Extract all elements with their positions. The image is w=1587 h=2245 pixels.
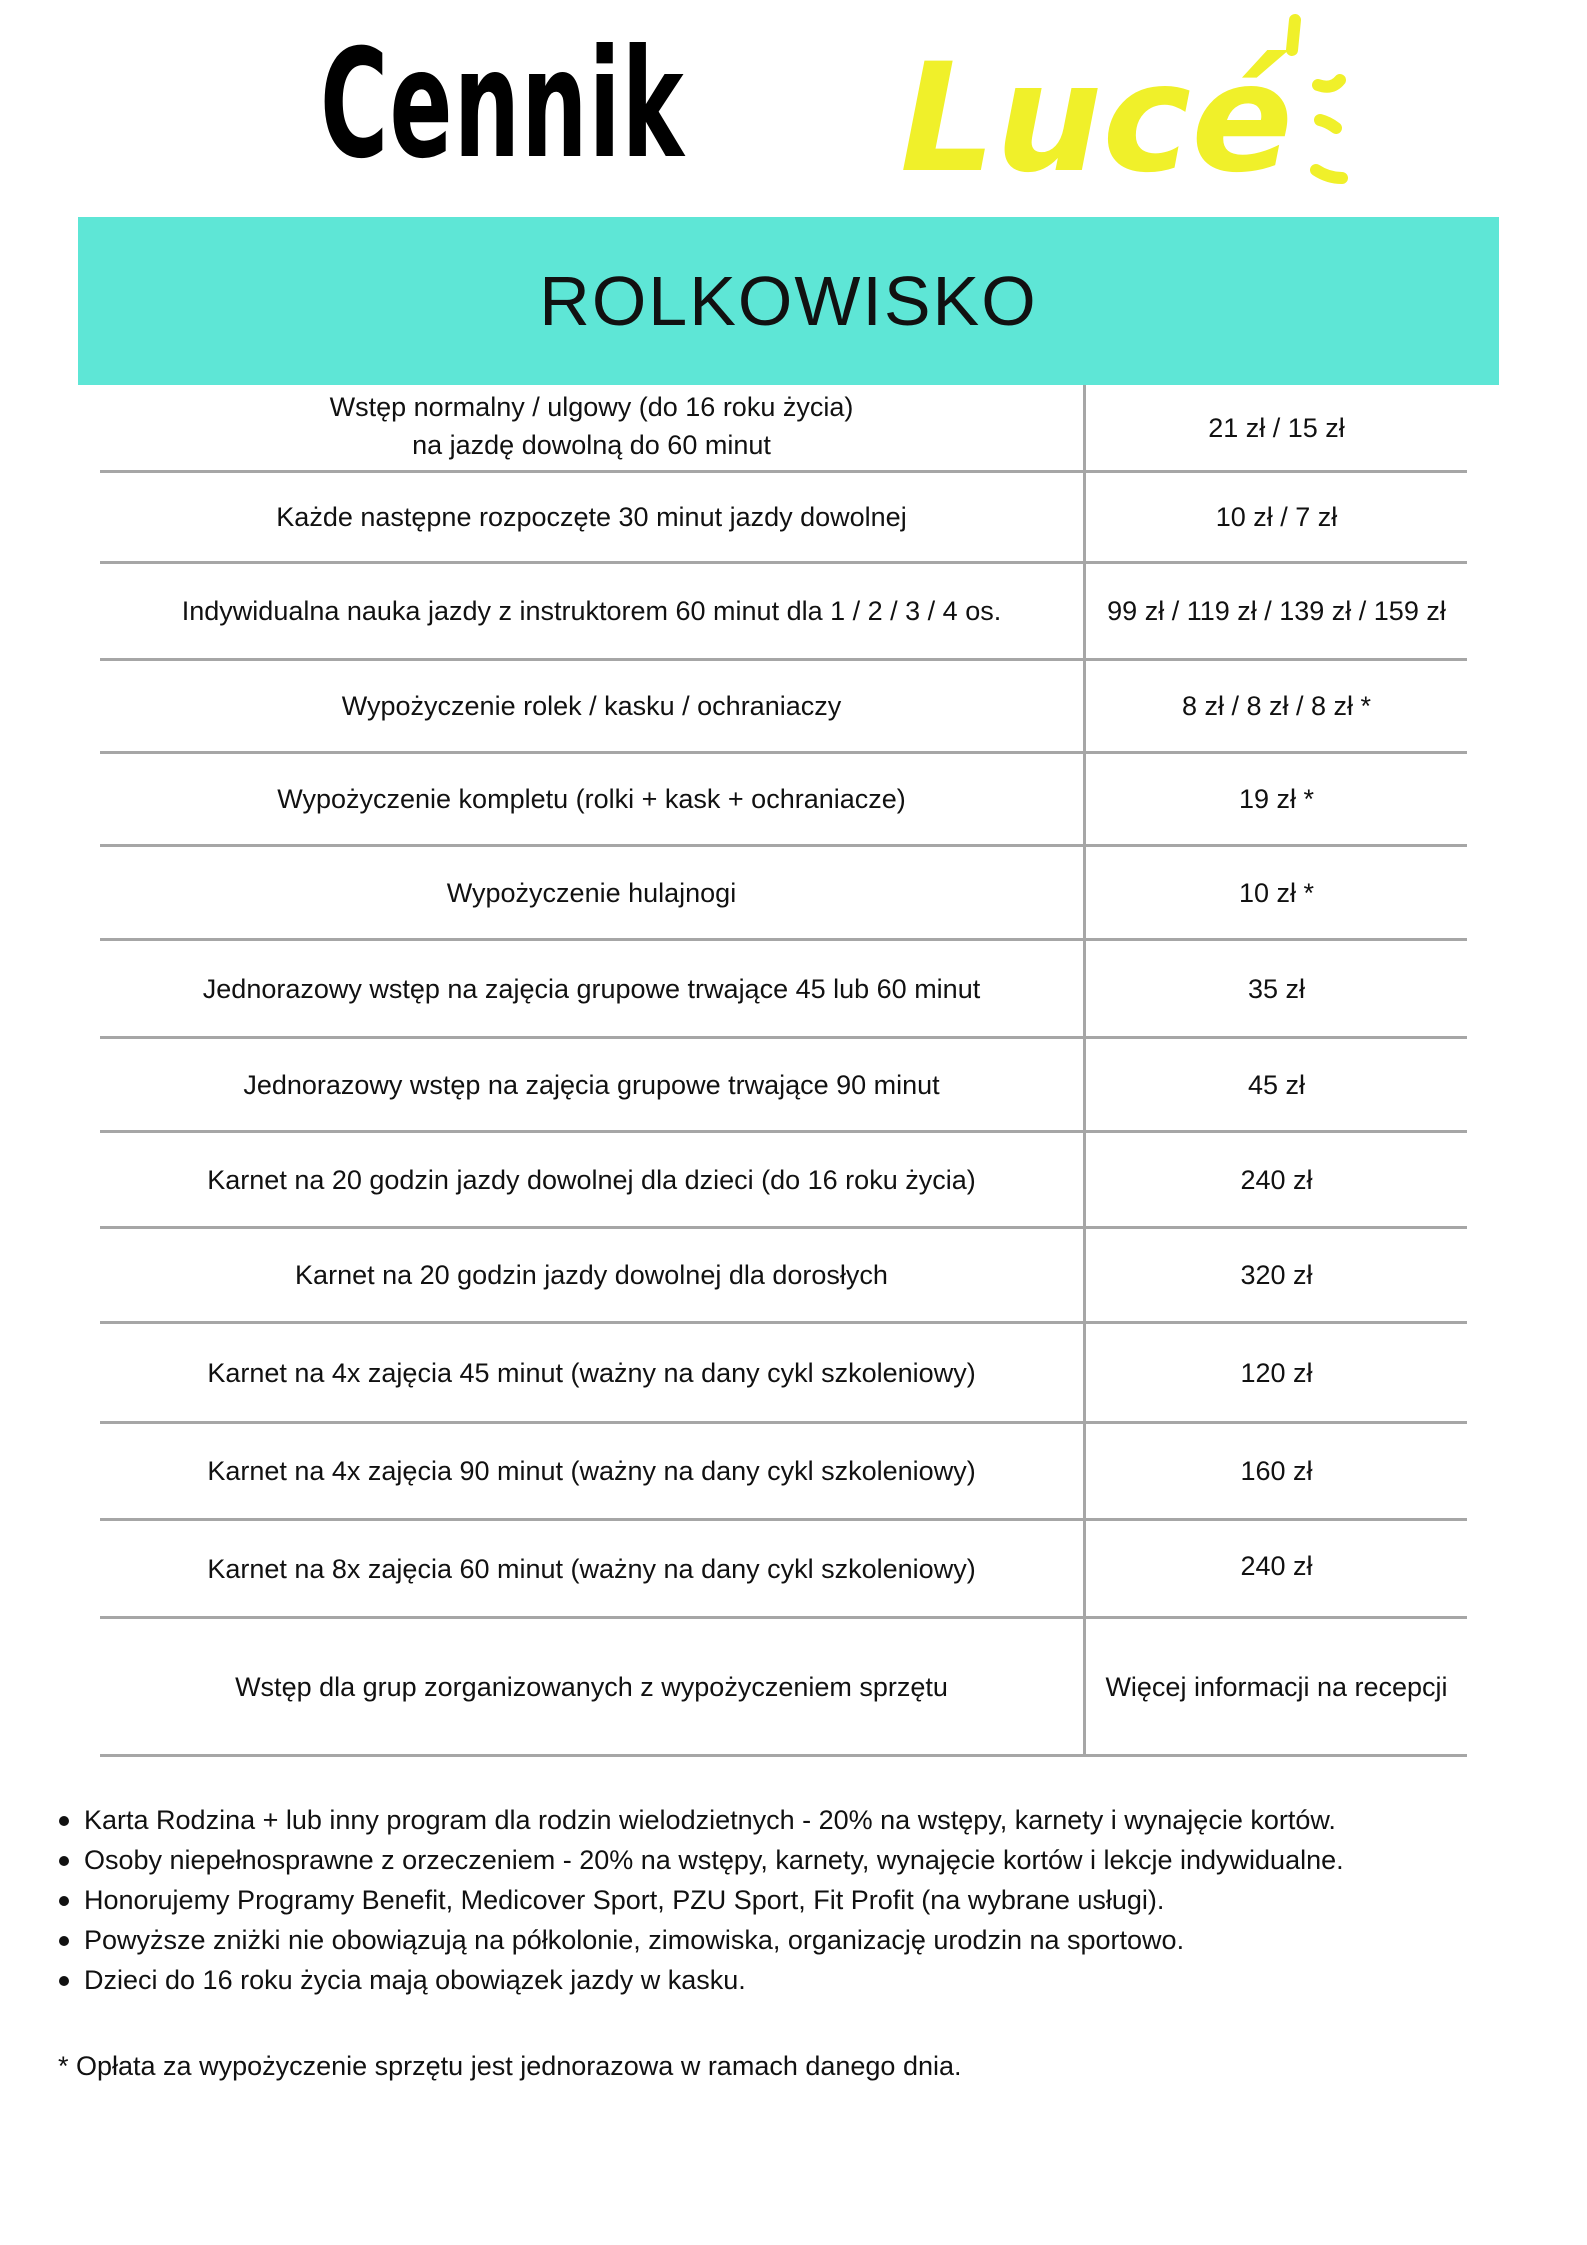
row-price: 240 zł — [1240, 1164, 1313, 1195]
row-description: Jednorazowy wstęp na zajęcia grupowe trwające 45 lub 60 minut — [100, 941, 1086, 1036]
section-title: ROLKOWISKO — [539, 262, 1038, 340]
row-description: Karnet na 20 godzin jazdy dowolnej dla dorosłych — [100, 1229, 1086, 1321]
logo-accent-stroke-1 — [1292, 20, 1295, 50]
section-banner — [78, 217, 1499, 385]
logo-accent-stroke-4 — [1316, 170, 1342, 178]
row-price: 10 zł * — [1238, 877, 1315, 908]
table-row — [100, 473, 1467, 564]
logo-accent-stroke-3 — [1320, 120, 1336, 128]
table-row — [100, 1619, 1467, 1757]
row-description: Karnet na 4x zajęcia 90 minut (ważny na dany cykl szkoleniowy) — [100, 1424, 1086, 1518]
row-description: Karnet na 20 godzin jazdy dowolnej dla dzieci (do 16 roku życia) — [100, 1133, 1086, 1226]
table-row — [100, 1229, 1467, 1324]
row-price: 35 zł — [1247, 973, 1306, 1004]
list-item: Honorujemy Programy Benefit, Medicover Sport, PZU Sport, Fit Profit (na wybrane usługi). — [50, 1880, 1550, 1920]
table-row — [100, 754, 1467, 847]
table-row — [100, 847, 1467, 941]
row-price: Więcej informacji na recepcji — [1105, 1671, 1448, 1702]
page-title: Cennik — [320, 18, 685, 192]
row-price: 240 zł — [1240, 1551, 1313, 1581]
list-item: Dzieci do 16 roku życia mają obowiązek jazdy w kasku. — [50, 1960, 1550, 2000]
list-item: Powyższe zniżki nie obowiązują na półkolonie, zimowiska, organizację urodzin na sportowo. — [50, 1920, 1550, 1960]
row-price: 160 zł — [1240, 1456, 1313, 1486]
table-row — [100, 1521, 1467, 1619]
row-price: 19 zł * — [1238, 784, 1315, 814]
table-row — [100, 1424, 1467, 1521]
notes-list — [50, 1800, 1550, 2000]
table-row — [100, 941, 1467, 1039]
table-row — [100, 1324, 1467, 1424]
list-item: Karta Rodzina + lub inny program dla rodzin wielodzietnych - 20% na wstępy, karnety i wynajęcie kortów. — [50, 1800, 1550, 1840]
row-price: 10 zł / 7 zł — [1215, 502, 1338, 532]
luce-logo-wordmark: Lucé — [900, 32, 1294, 190]
logo-accent-stroke-2 — [1318, 80, 1340, 87]
row-description: Karnet na 8x zajęcia 60 minut (ważny na dany cykl szkoleniowy) — [100, 1521, 1086, 1616]
luce-logo-graphic — [900, 10, 1360, 190]
row-description: Wstęp dla grup zorganizowanych z wypożyczeniem sprzętu — [100, 1619, 1086, 1754]
row-description: Wstęp normalny / ulgowy (do 16 roku życia) na jazdę dowolną do 60 minut — [100, 385, 1086, 470]
luce-logo — [900, 10, 1360, 190]
table-row — [100, 1133, 1467, 1229]
row-description: Wypożyczenie rolek / kasku / ochraniaczy — [100, 661, 1086, 751]
row-description: Każde następne rozpoczęte 30 minut jazdy dowolnej — [100, 473, 1086, 561]
row-price: 45 zł — [1247, 1069, 1306, 1100]
footnote: * Opłata za wypożyczenie sprzętu jest jednorazowa w ramach danego dnia. — [58, 2051, 962, 2081]
row-description: Karnet na 4x zajęcia 45 minut (ważny na dany cykl szkoleniowy) — [100, 1324, 1086, 1421]
row-description: Jednorazowy wstęp na zajęcia grupowe trwające 90 minut — [100, 1039, 1086, 1130]
row-price: 320 zł — [1240, 1260, 1313, 1290]
list-item: Osoby niepełnosprawne z orzeczeniem - 20% na wstępy, karnety, wynajęcie kortów i lekcje indywidualne. — [50, 1840, 1550, 1880]
row-description: Wypożyczenie hulajnogi — [100, 847, 1086, 938]
row-price: 21 zł / 15 zł — [1208, 412, 1345, 443]
price-table — [100, 385, 1467, 1757]
row-price: 99 zł / 119 zł / 139 zł / 159 zł — [1107, 596, 1446, 626]
row-price: 120 zł — [1240, 1357, 1313, 1388]
table-row — [100, 564, 1467, 661]
table-row — [100, 1039, 1467, 1133]
row-price: 8 zł / 8 zł / 8 zł * — [1181, 691, 1372, 721]
row-description: Indywidualna nauka jazdy z instruktorem 60 minut dla 1 / 2 / 3 / 4 os. — [100, 564, 1086, 658]
row-description: Wypożyczenie kompletu (rolki + kask + ochraniacze) — [100, 754, 1086, 844]
table-row — [100, 661, 1467, 754]
table-row — [100, 385, 1467, 473]
